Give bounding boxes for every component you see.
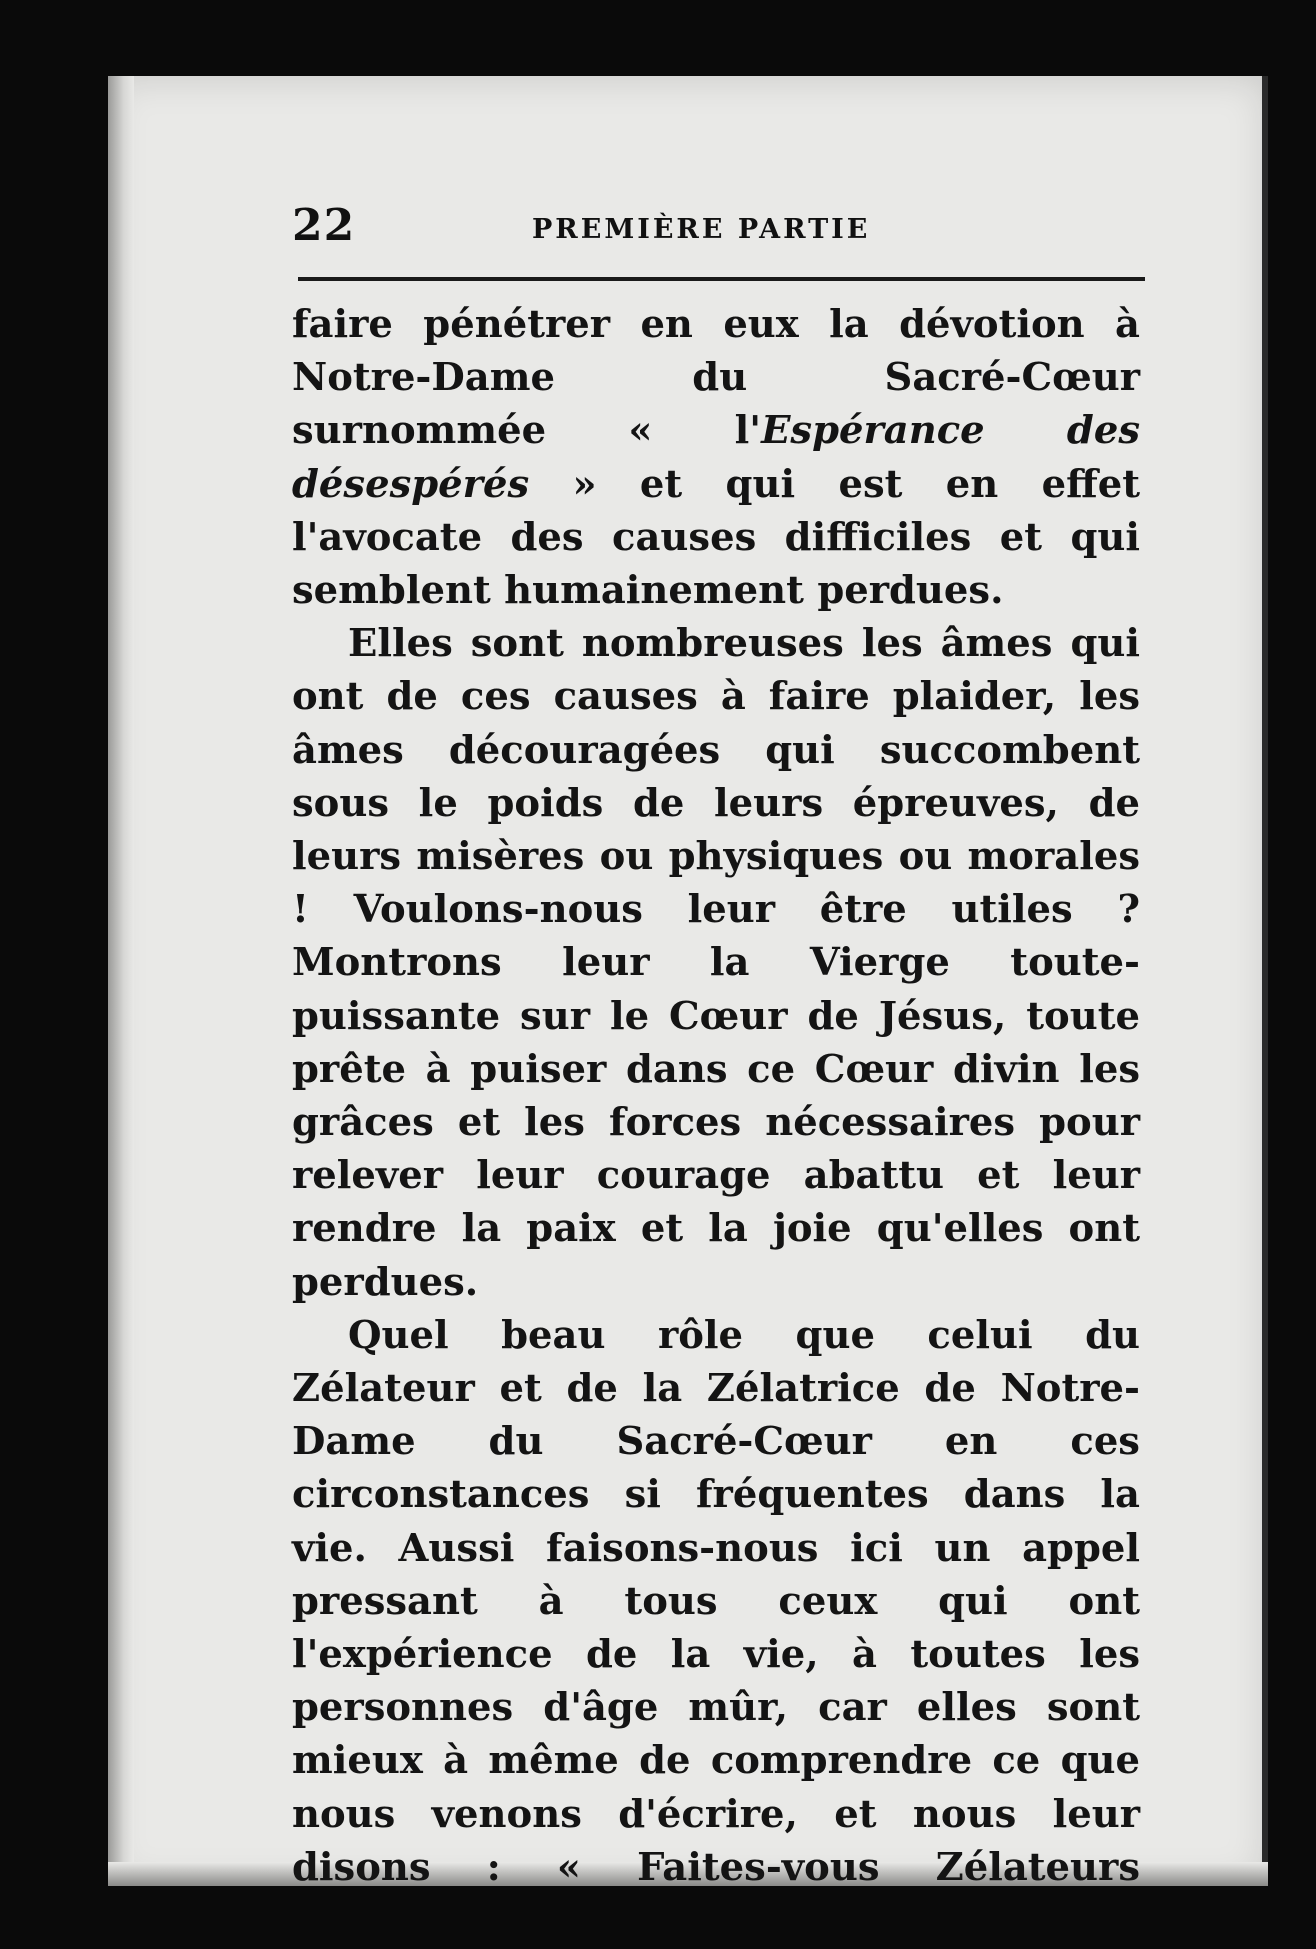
- paragraph-1-part-1: faire pénétrer en eux la dévotion à Notre-Dame du Sacré-Cœur surnommée « l': [292, 302, 1140, 454]
- page-header: [292, 200, 1142, 260]
- page-number: 22: [292, 200, 356, 251]
- paragraph-1-part-2: » et qui est en effet l'avocate des causes difficiles et qui semblent humainement perdues.: [292, 461, 1140, 614]
- paragraph-1: [292, 298, 1140, 617]
- running-head: PREMIÈRE PARTIE: [532, 214, 871, 245]
- paragraph-3: Quel beau rôle que celui du Zélateur et de la Zélatrice de Notre-Dame du Sacré-Cœur en ces circonstances si fréquentes dans la vie. Aussi faisons-nous ici un appel pressant à tous ceux qui ont l'expérience de la vie, à toutes les personnes d'âge mûr, car elles sont mieux à même de comprendre ce que nous venons d'écrire, et nous leur disons : « Faites-vous Zélateurs: [292, 1312, 1140, 1890]
- header-rule: [298, 277, 1145, 281]
- page-edge: [1262, 76, 1268, 1886]
- paragraph-2: Elles sont nombreuses les âmes qui ont de ces causes à faire plaider, les âmes découragées qui succombent sous le poids de leurs épreuves, de leurs misères ou physiques ou morales ! Voulons-nous leur être utiles ? Montrons leur la Vierge toute-puissante sur le Cœur de Jésus, toute prête à puiser dans ce Cœur divin les grâces et les forces nécessaires pour relever leur courage abattu et leur rendre la paix et la joie qu'elles ont perdues.: [292, 621, 1140, 1305]
- body-text: [292, 298, 1140, 1894]
- paragraph-1-italic: Espérance des désespérés: [292, 408, 1140, 507]
- page-binding-shadow: [108, 76, 134, 1886]
